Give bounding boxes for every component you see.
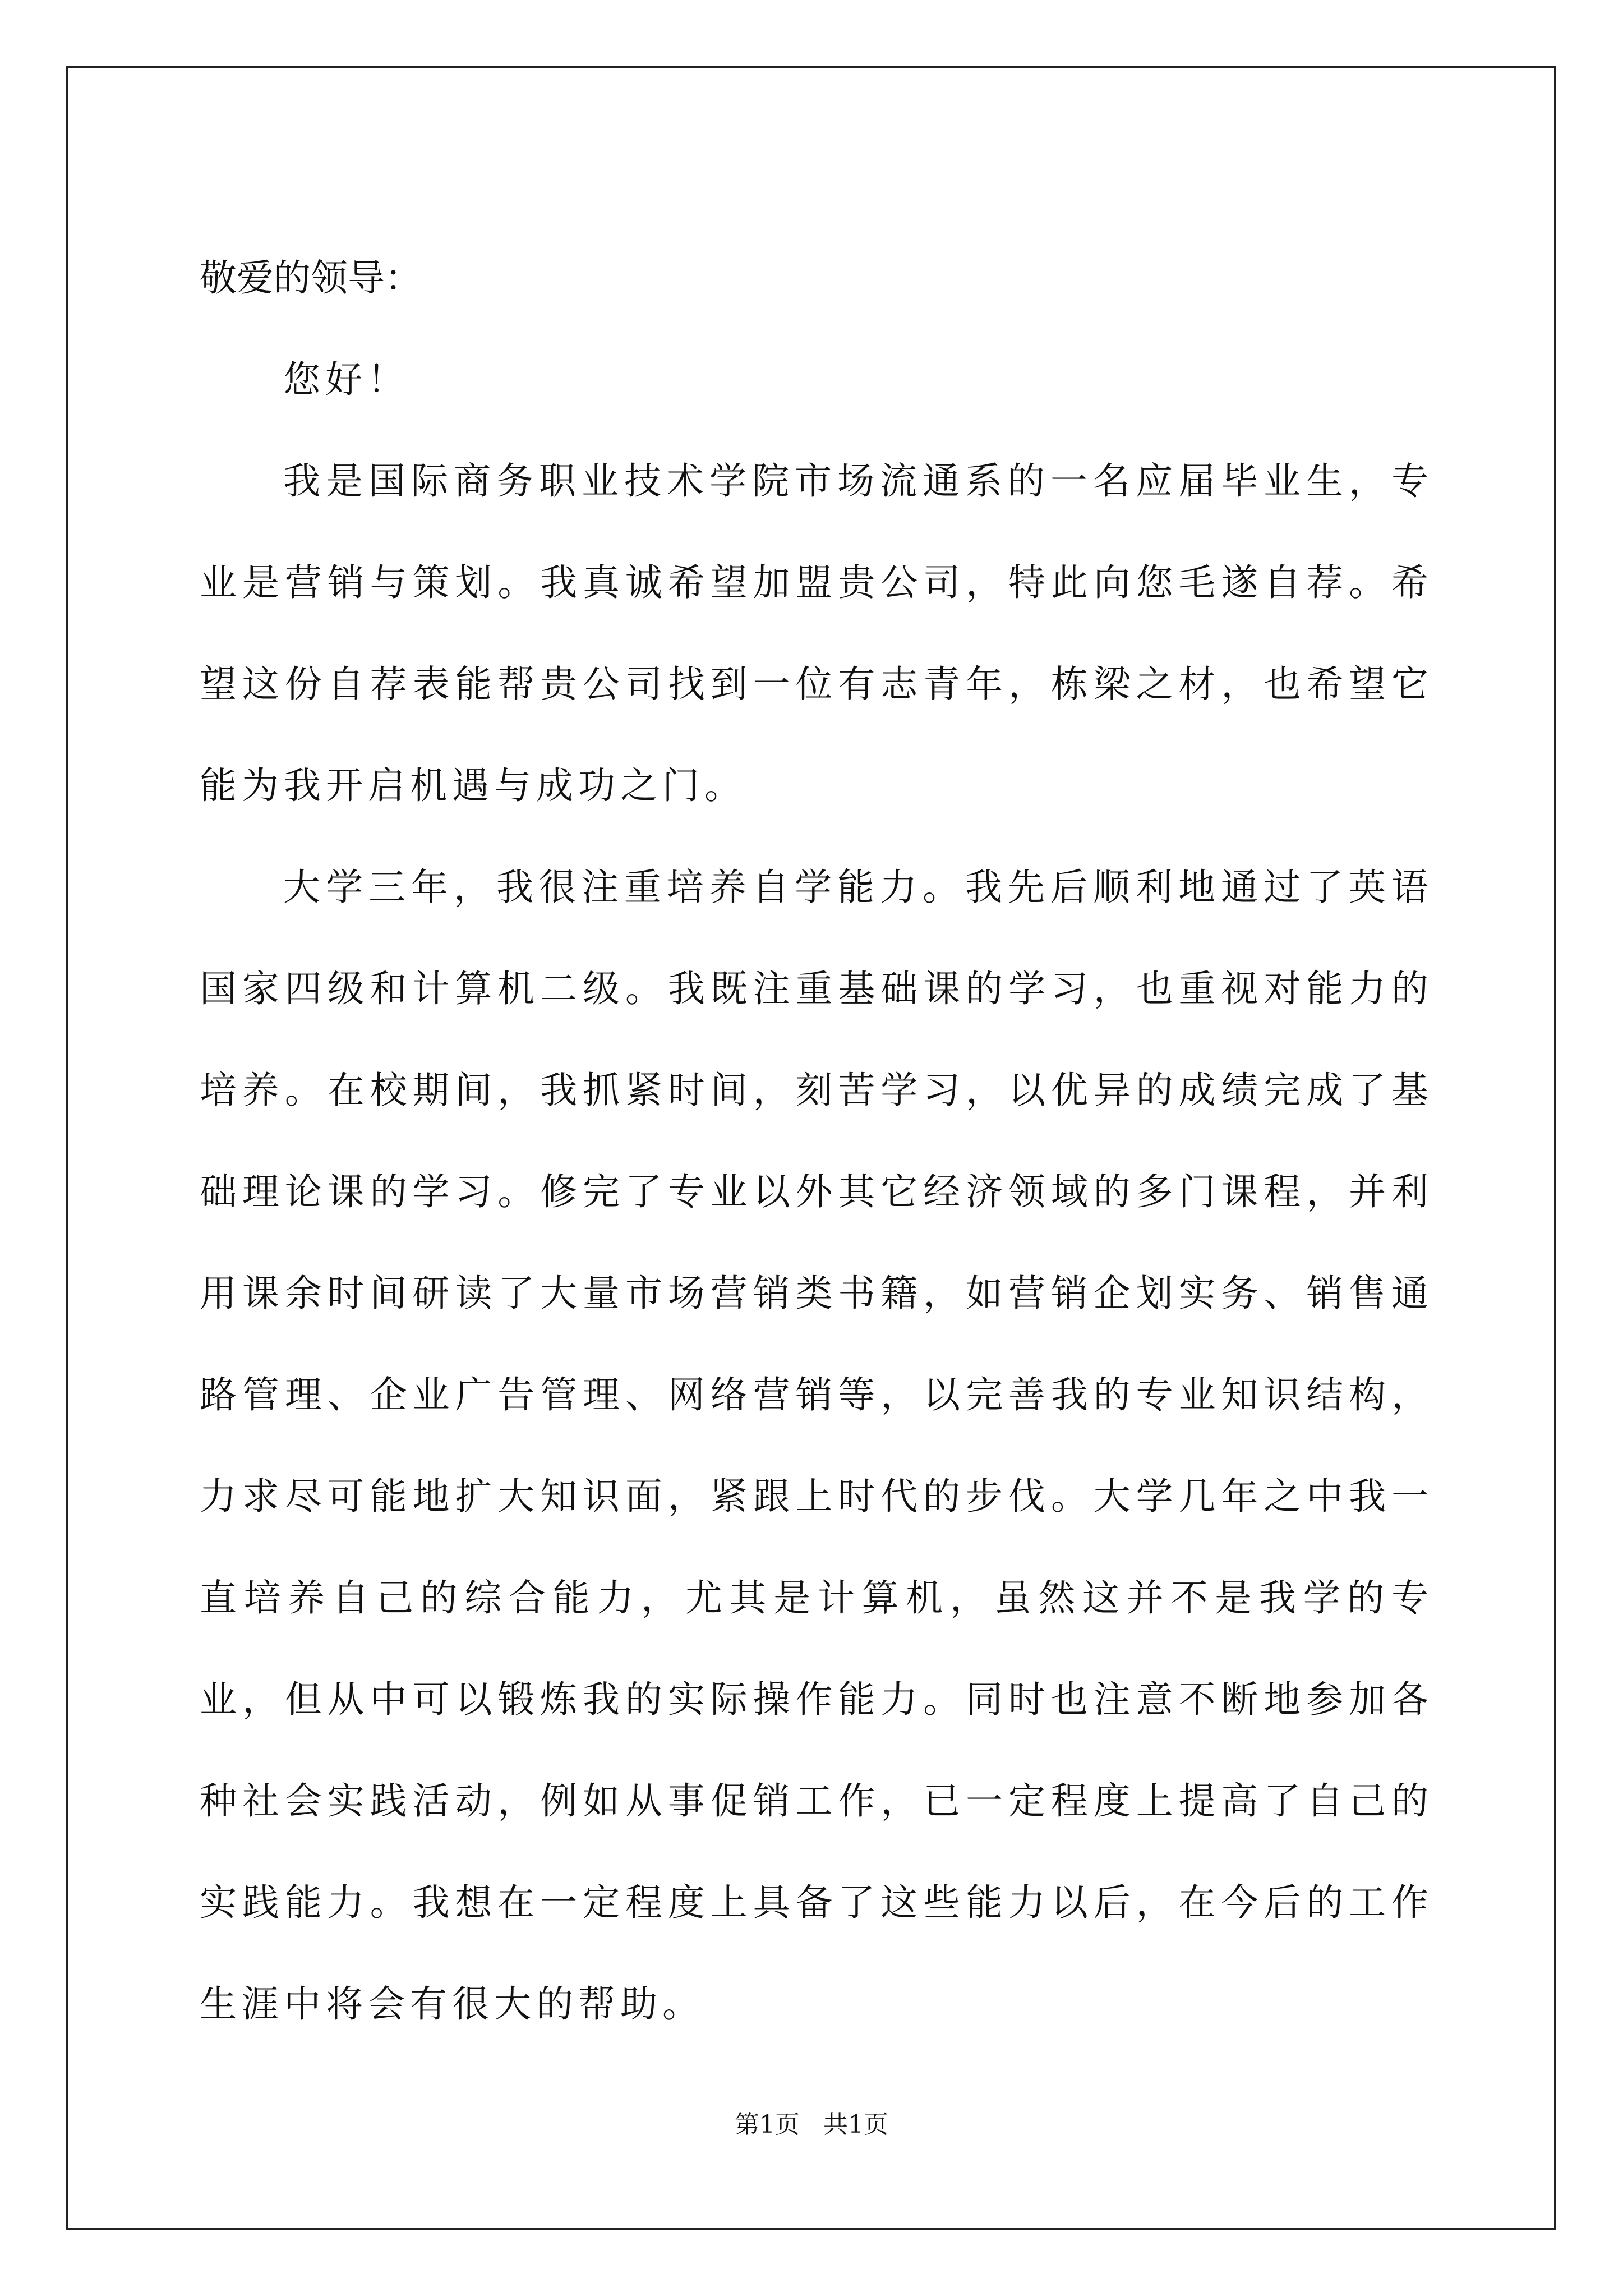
salutation: 敬爱的领导： bbox=[200, 256, 422, 300]
paragraph-intro: 我是国际商务职业技术学院市场流通系的一名应届毕业生，专业是营销与策划。我真诚希望加盟贵公司，特此向您毛遂自荐。希望这份自荐表能帮贵公司找到一位有志青年，栋梁之材，也希望它能为我开启机遇与成功之门。 bbox=[200, 459, 1433, 807]
page-number: 第1页 bbox=[735, 2110, 800, 2139]
letter-body bbox=[200, 227, 1433, 2055]
page-footer bbox=[0, 2108, 1623, 2142]
page-total: 共1页 bbox=[823, 2110, 888, 2139]
paragraph-study: 大学三年，我很注重培养自学能力。我先后顺利地通过了英语国家四级和计算机二级。我既注重基础课的学习，也重视对能力的培养。在校期间，我抓紧时间，刻苦学习，以优异的成绩完成了基础理论课的学习。修完了专业以外其它经济领域的多门课程，并利用课余时间研读了大量市场营销类书籍，如营销企划实务、销售通路管理、企业广告管理、网络营销等，以完善我的专业知识结构，力求尽可能地扩大知识面，紧跟上时代的步伐。大学几年之中我一直培养自己的综合能力，尤其是计算机，虽然这并不是我学的专业，但从中可以锻炼我的实际操作能力。同时也注意不断地参加各种社会实践活动，例如从事促销工作，已一定程度上提高了自己的实践能力。我想在一定程度上具备了这些能力以后，在今后的工作生涯中将会有很大的帮助。 bbox=[200, 866, 1433, 2026]
greeting: 您好！ bbox=[283, 358, 409, 401]
